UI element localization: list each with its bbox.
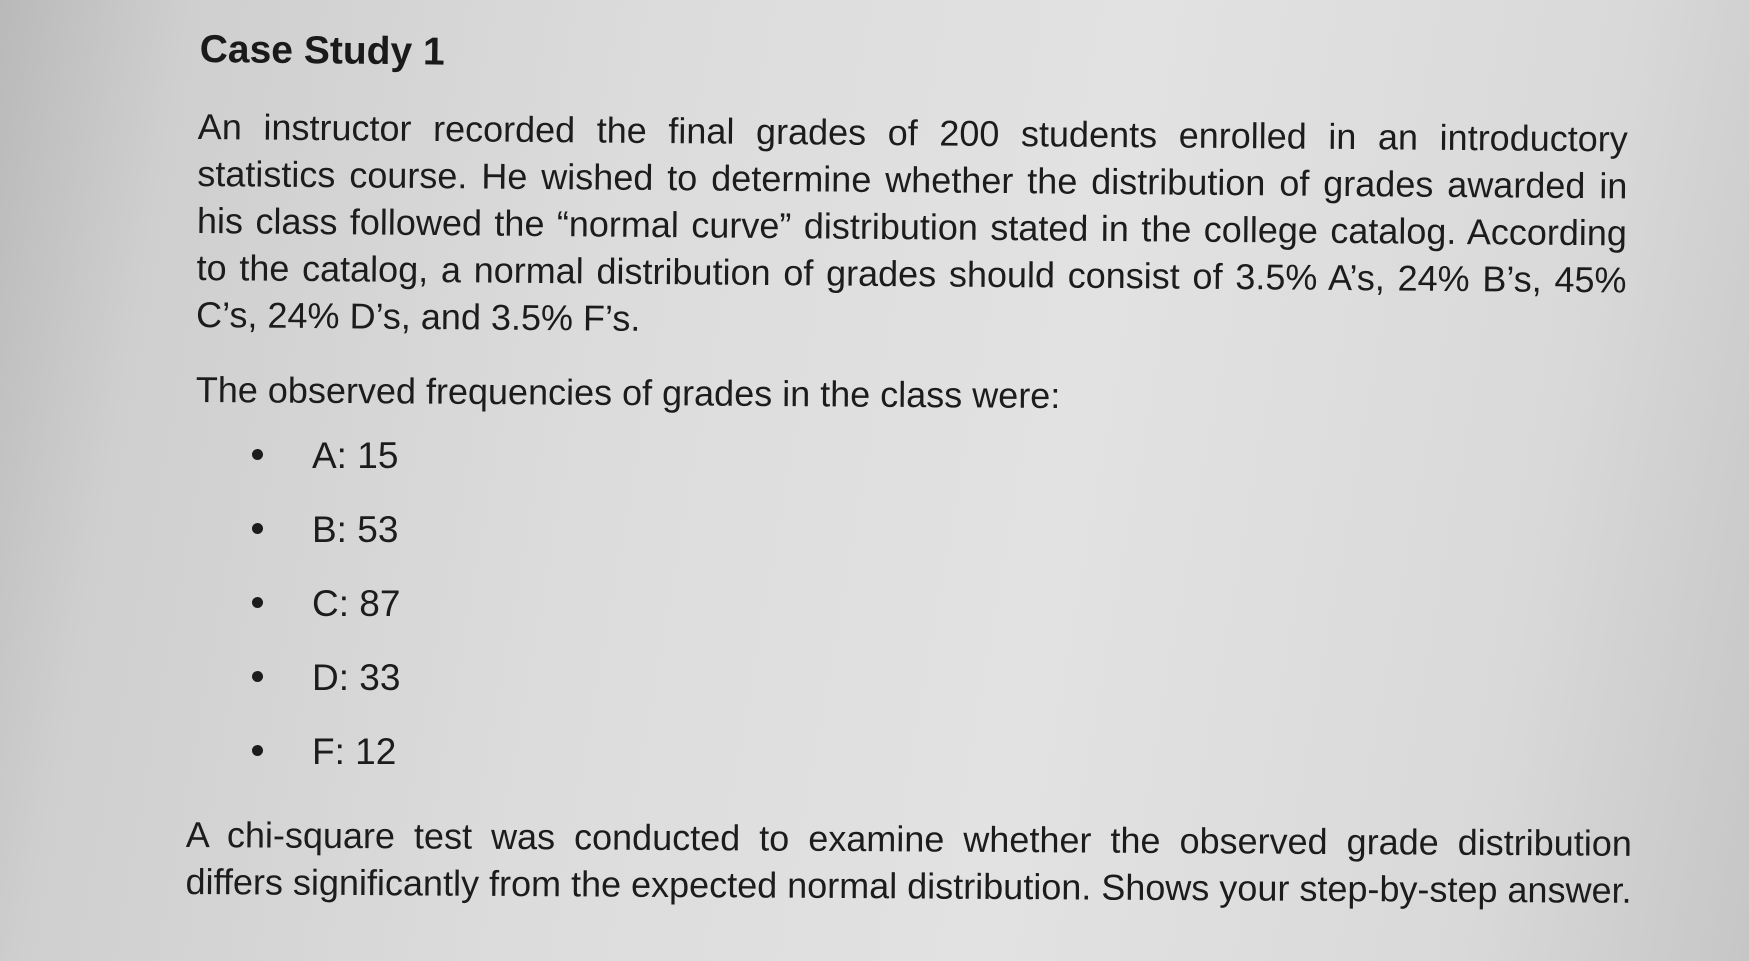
grade-item-label: B: 53 (312, 509, 399, 550)
bullet-icon (252, 745, 263, 756)
grade-item-label: A: 15 (312, 435, 399, 476)
conclusion-paragraph: A chi-square test was conducted to examine whether the observed grade distribution differs significantly from the expected normal distribution. Shows your step-by-step answer. (185, 813, 1632, 911)
grade-item-label: C: 87 (312, 583, 401, 624)
bullet-icon (252, 671, 263, 682)
bullet-icon (252, 523, 263, 534)
observed-frequencies-heading: The observed frequencies of grades in the class were: (195, 368, 1061, 417)
intro-paragraph: An instructor recorded the final grades of 200 students enrolled in an introductory statistics course. He wished to determine whether the distribution of grades awarded in his class followed the “normal curve” distribution stated in the college catalog. According to the catalog, a normal distribution of grades should consist of 3.5% A’s, 24% B’s, 45% C’s, 24% D’s, and 3.5% F’s. (195, 105, 1628, 339)
grade-item-label: D: 33 (312, 657, 401, 698)
bullet-icon (252, 449, 263, 460)
bullet-icon (252, 597, 263, 608)
case-study-title: Case Study 1 (199, 28, 445, 74)
grade-item-label: F: 12 (312, 731, 397, 772)
